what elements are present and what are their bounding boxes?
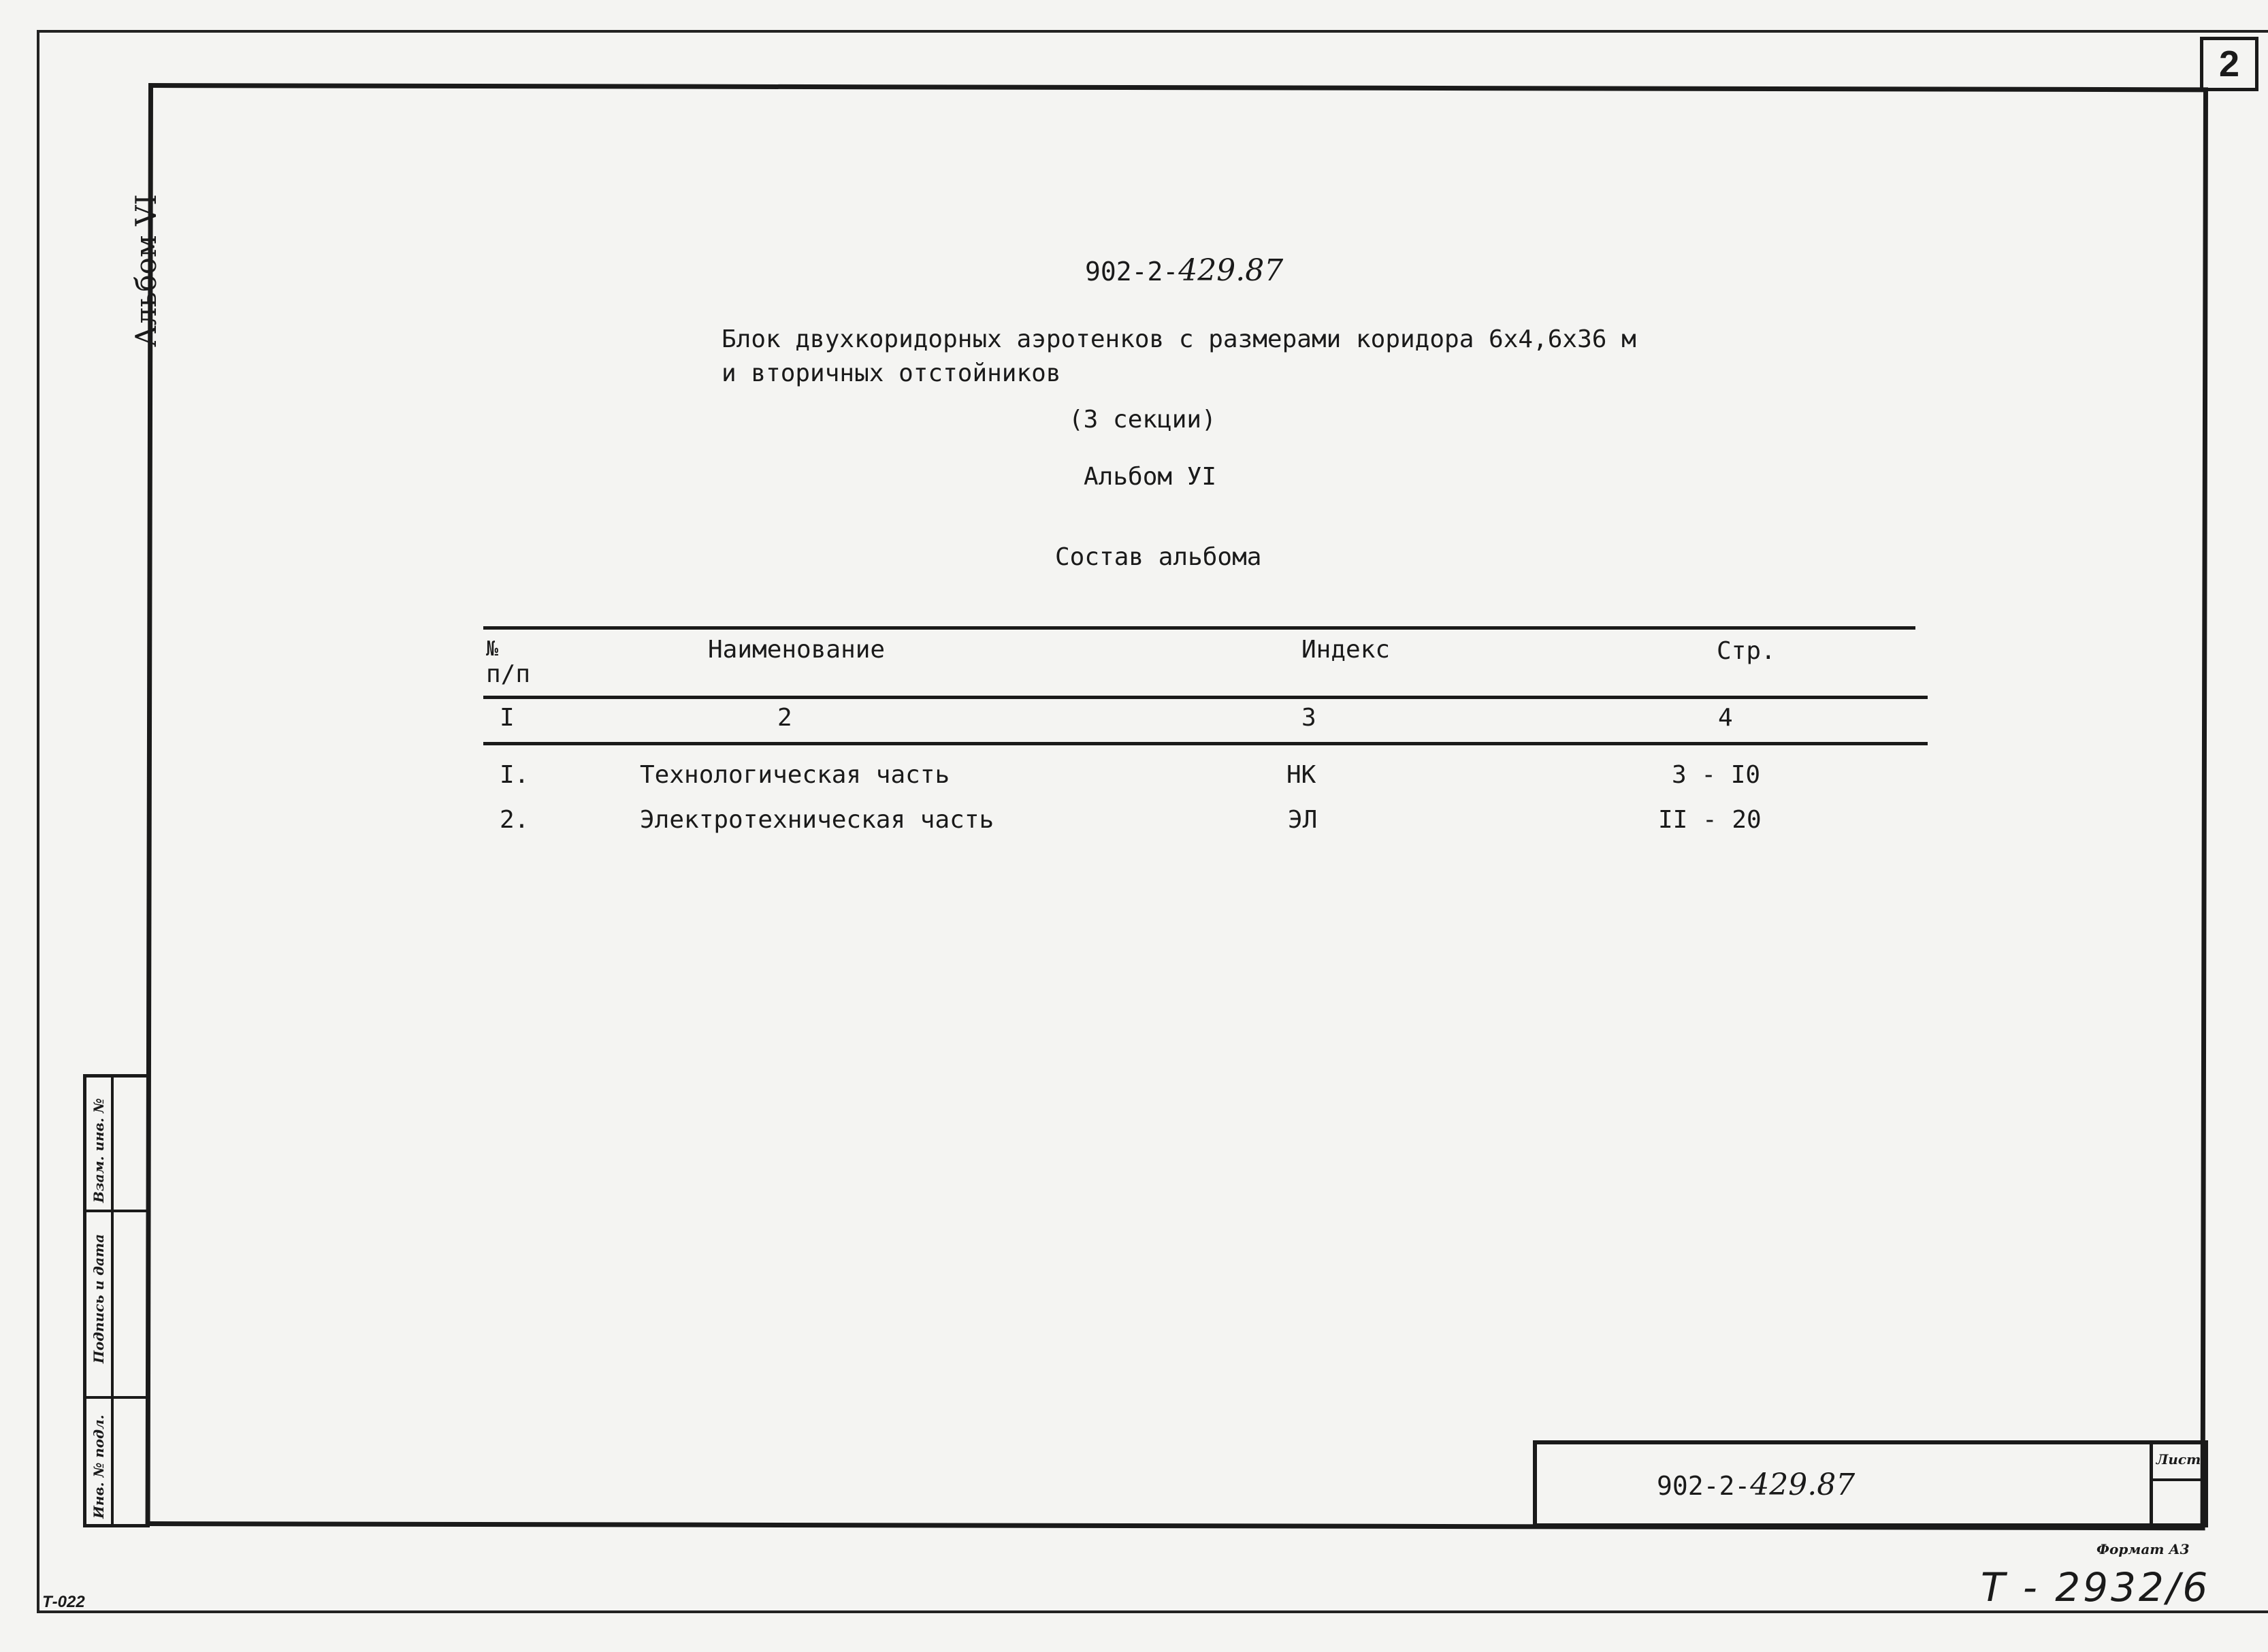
- column-number: I: [500, 704, 515, 732]
- header-num-line1: №: [486, 637, 499, 661]
- document-number-handwritten: 429.87: [1178, 253, 1284, 288]
- side-stamp: [83, 1074, 150, 1527]
- corner-code: Т-022: [42, 1593, 85, 1611]
- title-block-number: [1657, 1468, 1855, 1502]
- sheet-label: Лист: [2153, 1451, 2204, 1481]
- drawing-frame: [146, 83, 2208, 1530]
- document-number: [1085, 253, 1283, 288]
- side-label-signature-date: Подпись и дата: [91, 1233, 107, 1363]
- table-column-numbers-rule: [483, 742, 1928, 745]
- row-index: ЭЛ: [1288, 806, 1318, 834]
- side-stamp-divider: [86, 1396, 146, 1399]
- row-pages: 3 - I0: [1672, 761, 1761, 789]
- document-title-line1: Блок двухкоридорных аэротенков с размерами коридора 6х4,6х36 м: [722, 325, 1636, 353]
- row-index: НК: [1286, 761, 1316, 789]
- column-number: 3: [1301, 704, 1316, 732]
- side-stamp-divider: [86, 1210, 146, 1212]
- document-number-prefix: 902-2-: [1085, 257, 1179, 287]
- table-top-rule: [483, 626, 1915, 630]
- side-label-original-inv: Инв. № подл.: [91, 1414, 107, 1519]
- row-pages: II - 20: [1658, 806, 1762, 834]
- title-block-number-handwritten: 429.87: [1750, 1468, 1856, 1502]
- document-title-line2: и вторичных отстойников: [722, 359, 1061, 387]
- row-name: Технологическая часть: [640, 761, 950, 789]
- document-sections: (3 секции): [1069, 406, 1216, 434]
- table-header-rule: [483, 696, 1928, 699]
- album-vertical-label: Альбом VI: [129, 194, 163, 347]
- row-num: 2.: [500, 806, 530, 834]
- column-number: 2: [777, 704, 792, 732]
- archive-number: Т - 2932/6: [1981, 1564, 2211, 1610]
- header-pages: Стр.: [1717, 637, 1776, 665]
- contents-heading: Состав альбома: [1055, 543, 1262, 571]
- sheet-number-box: [2200, 37, 2258, 91]
- title-block-number-prefix: 902-2-: [1657, 1471, 1751, 1501]
- header-name: Наименование: [708, 636, 886, 664]
- column-number: 4: [1718, 704, 1733, 732]
- format-label: Формат А3: [2096, 1541, 2190, 1557]
- side-label-replacement-inv: Взам. инв. №: [91, 1098, 107, 1203]
- side-stamp-divider: [111, 1078, 114, 1524]
- sheet-cell: [2150, 1444, 2204, 1523]
- header-index: Индекс: [1301, 636, 1391, 664]
- header-num-line2: п/п: [486, 660, 531, 688]
- sheet-number: 2: [2218, 44, 2240, 84]
- row-name: Электротехническая часть: [640, 806, 994, 834]
- row-num: I.: [500, 761, 530, 789]
- document-album: Альбом УI: [1084, 463, 1217, 491]
- title-block: [1533, 1440, 2208, 1527]
